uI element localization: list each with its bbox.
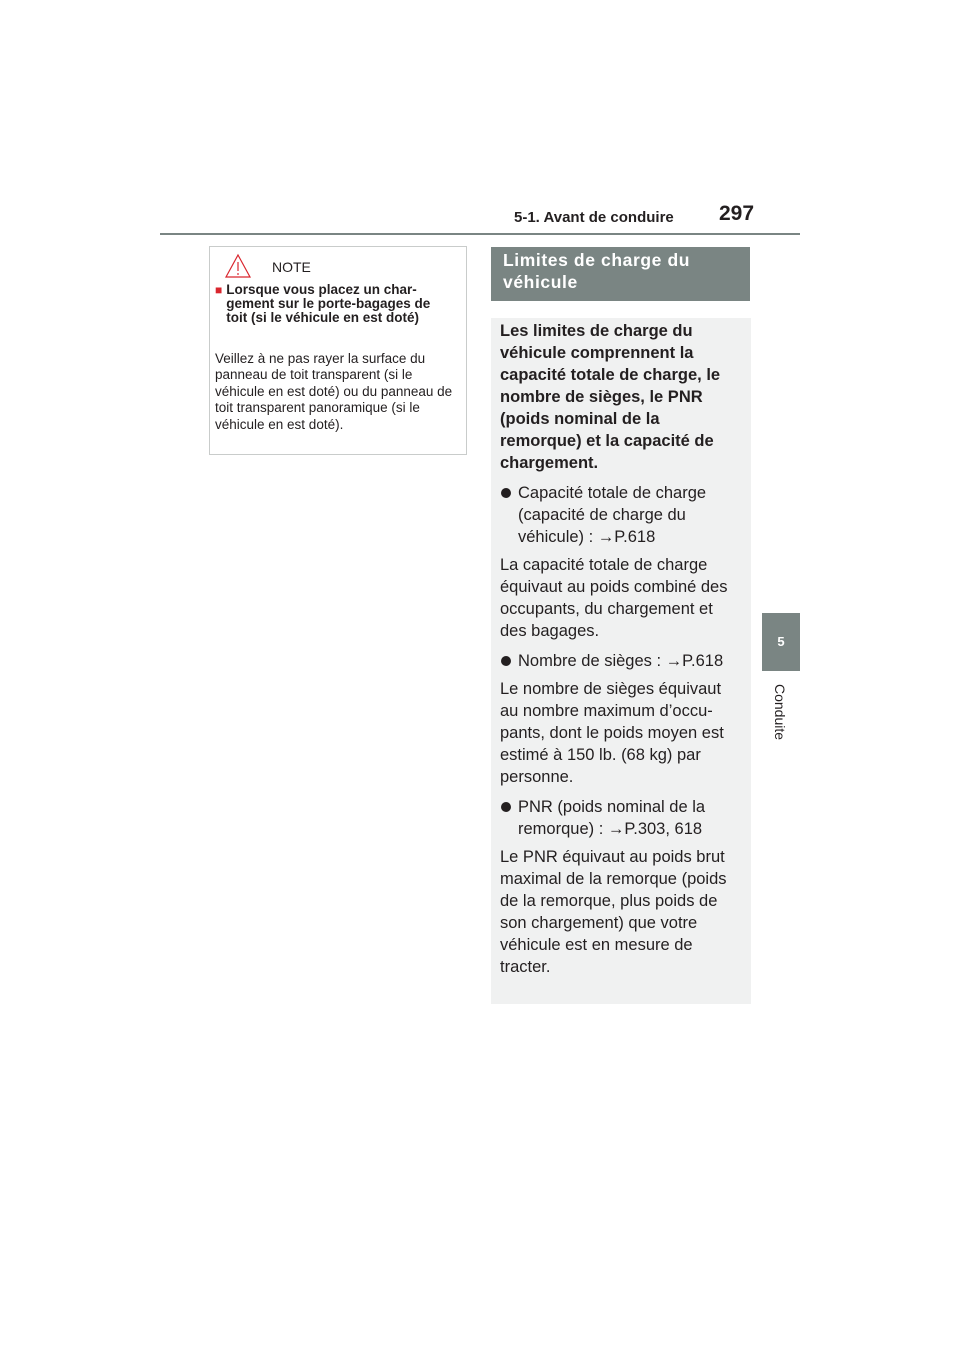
bullet-item: Capacité totale de charge (capacité de charge du véhicule) : →P.618 <box>500 482 741 548</box>
note-box <box>209 246 467 455</box>
page-number: 297 <box>719 202 755 225</box>
item-description: Le nombre de sièges équivaut au nombre maximum d’occupants, dont le poids moyen est estimé à 150 lb. (68 kg) par personne. <box>500 680 724 786</box>
note-body: Veillez à ne pas rayer la surface du panneau de toit transparent (si le véhicule en est doté) ou du panneau de toit transparent panoramique (si le véhicule en est doté). <box>215 351 453 432</box>
warning-icon <box>224 253 252 279</box>
square-marker: ■ <box>215 283 223 297</box>
note-subheading-text: Lorsque vous placez un chargement sur le porte-bagages de toit (si le véhicule en est doté) <box>226 282 431 325</box>
item-description: La capacité totale de charge équivaut au poids combiné des occupants, du chargement et des bagages. <box>500 556 728 640</box>
chapter-label: Conduite <box>772 684 788 741</box>
chapter-number: 5 <box>777 634 785 649</box>
bullet-item: PNR (poids nominal de la remorque) : →P.303, 618 <box>500 796 741 840</box>
section-title: 5-1. Avant de conduire <box>514 209 674 226</box>
intro-paragraph: Les limites de charge du véhicule comprennent la capacité totale de charge, le nombre de sièges, le PNR (poids nominal de la remorque) et la capacité de chargement. <box>500 322 721 472</box>
note-title: NOTE <box>272 259 311 275</box>
bullet-item: Nombre de sièges : →P.618 <box>500 650 741 672</box>
content-box <box>491 318 751 1004</box>
chapter-tab[interactable] <box>762 613 800 671</box>
note-subheading <box>215 283 463 325</box>
note-header <box>224 253 454 279</box>
section-heading: Limites de charge du véhicule <box>491 247 750 301</box>
item-description: Le PNR équivaut au poids brut maximal de la remorque (poids de la remorque, plus poids de son chargement) que votre véhicule est en mesure de tracter. <box>500 848 727 976</box>
header-divider <box>160 233 800 235</box>
